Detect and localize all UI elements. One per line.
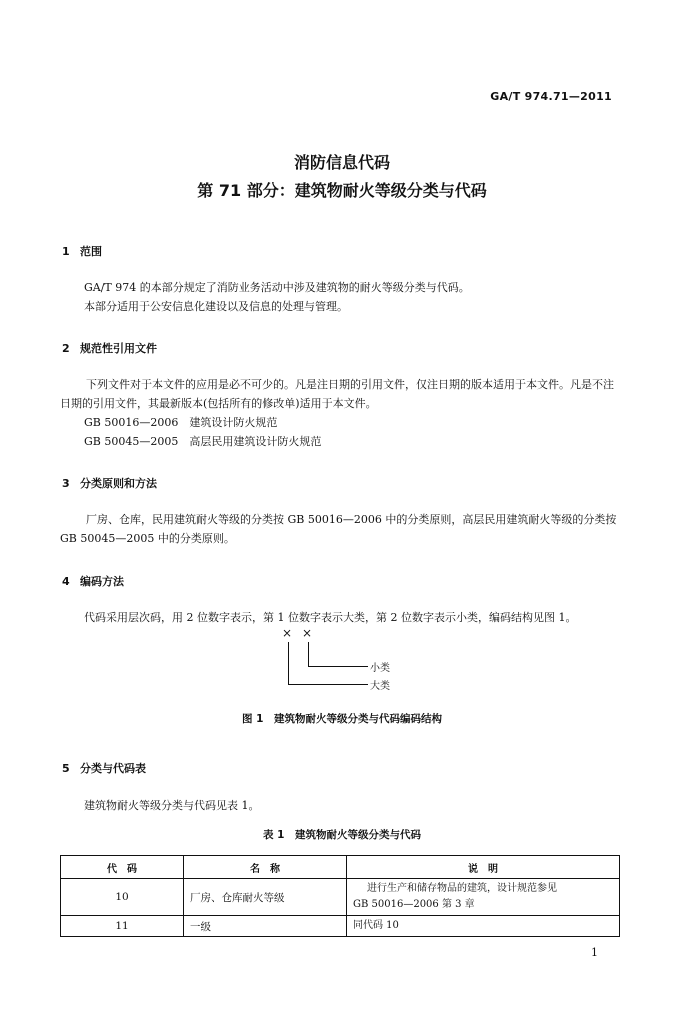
section-4-paragraph: 代码采用层次码，用 2 位数字表示，第 1 位数字表示大类，第 2 位数字表示小类，编码结构见图 1。 <box>84 611 577 624</box>
section-3-heading <box>62 475 157 491</box>
table-row <box>61 879 620 916</box>
section-number: 2 <box>62 342 70 355</box>
code-cell: 11 <box>61 916 184 937</box>
page-number: 1 <box>591 946 598 959</box>
minor-class-digit: × <box>302 626 313 640</box>
section-number: 3 <box>62 477 70 490</box>
major-class-label: 大类 <box>370 681 390 692</box>
description-cell <box>347 916 620 937</box>
major-class-leader <box>288 684 368 685</box>
description-line: 进行生产和储存物品的建筑，设计规范参见 <box>367 883 557 894</box>
document-subtitle: 第 71 部分：建筑物耐火等级分类与代码 <box>197 181 487 200</box>
description-line: GB 50016—2006 第 3 章 <box>353 899 475 910</box>
section-title: 范围 <box>80 245 102 258</box>
section-1-heading <box>62 243 102 259</box>
section-5-heading <box>62 760 146 776</box>
description-cell <box>347 879 620 916</box>
column-header-description: 说 明 <box>347 856 620 879</box>
section-4-heading <box>62 573 124 589</box>
minor-class-connector <box>308 642 309 666</box>
section-1-paragraph-1: GA/T 974 的本部分规定了消防业务活动中涉及建筑物的耐火等级分类与代码。 <box>84 281 470 294</box>
section-number: 1 <box>62 245 70 258</box>
figure-caption: 图 1 建筑物耐火等级分类与代码编码结构 <box>242 713 442 725</box>
minor-class-leader <box>308 666 368 667</box>
minor-class-label: 小类 <box>370 663 390 674</box>
section-1-paragraph-2: 本部分适用于公安信息化建设以及信息的处理与管理。 <box>84 300 348 313</box>
major-class-connector <box>288 642 289 684</box>
name-cell: 厂房、仓库耐火等级 <box>184 879 347 916</box>
section-5-paragraph: 建筑物耐火等级分类与代码见表 1。 <box>84 799 260 812</box>
section-title: 分类与代码表 <box>80 762 146 775</box>
description-line: 同代码 10 <box>353 920 399 931</box>
major-class-digit: × <box>282 626 293 640</box>
name-cell: 一级 <box>184 916 347 937</box>
section-title: 分类原则和方法 <box>80 477 157 490</box>
code-cell: 10 <box>61 879 184 916</box>
section-2-heading <box>62 340 157 356</box>
table-caption: 表 1 建筑物耐火等级分类与代码 <box>263 829 421 841</box>
table-row <box>61 916 620 937</box>
section-title: 编码方法 <box>80 575 124 588</box>
section-2-paragraph: 下列文件对于本文件的应用是必不可少的。凡是注日期的引用文件，仅注日期的版本适用于本文件。凡是不注日期的引用文件，其最新版本(包括所有的修改单)适用于本文件。 <box>60 378 614 410</box>
column-header-name: 名 称 <box>184 856 347 879</box>
section-3-paragraph: 厂房、仓库，民用建筑耐火等级的分类按 GB 50016—2006 中的分类原则，高层民用建筑耐火等级的分类按 GB 50045—2005 中的分类原则。 <box>60 513 617 545</box>
reference-2: GB 50045—2005 高层民用建筑设计防火规范 <box>84 435 322 448</box>
section-number: 5 <box>62 762 70 775</box>
coding-structure-figure <box>276 626 436 692</box>
table-header-row <box>61 856 620 879</box>
section-number: 4 <box>62 575 70 588</box>
section-title: 规范性引用文件 <box>80 342 157 355</box>
reference-1: GB 50016—2006 建筑设计防火规范 <box>84 416 278 429</box>
column-header-code: 代 码 <box>61 856 184 879</box>
classification-table <box>60 855 620 937</box>
document-title: 消防信息代码 <box>293 153 390 172</box>
standard-code: GA/T 974.71—2011 <box>490 90 612 103</box>
